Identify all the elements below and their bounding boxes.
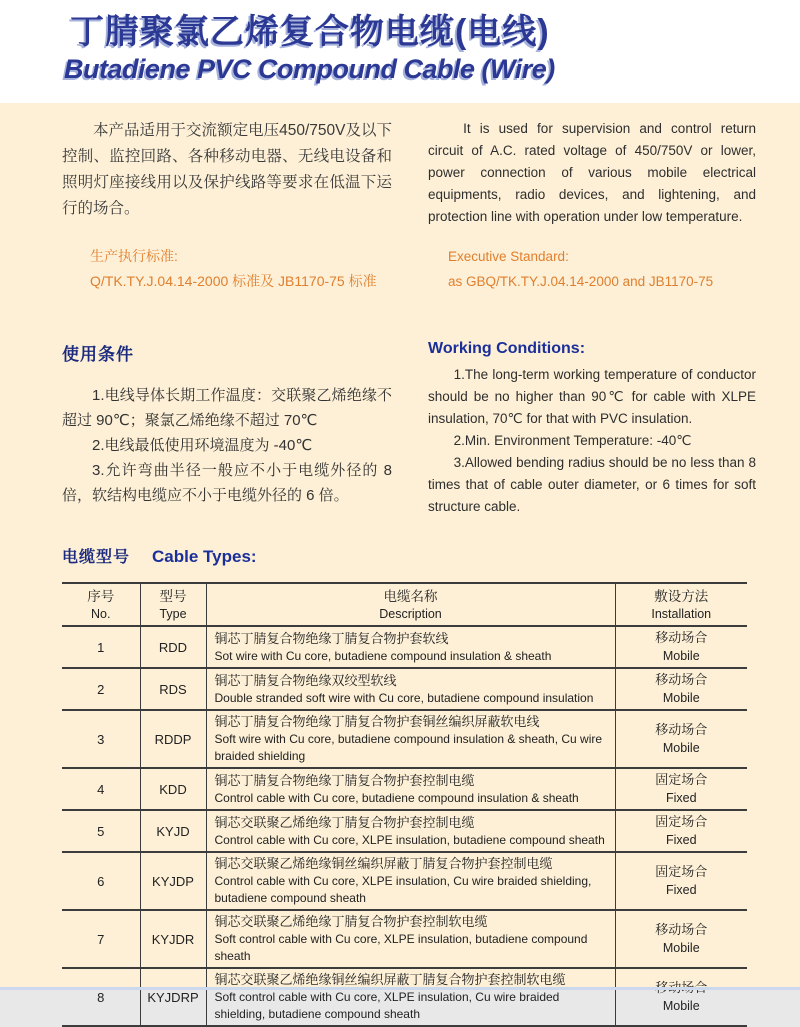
table-header-row bbox=[62, 583, 747, 626]
cell-installation: 移动场合 Mobile bbox=[615, 710, 747, 768]
cell-no: 7 bbox=[62, 910, 140, 968]
cell-no: 8 bbox=[62, 968, 140, 1026]
cell-description: 铜芯丁腈复合物绝缘丁腈复合物护套铜丝编织屏蔽软电线 Soft wire with Cu core, butadiene compound insulation & sheath, Cu wire braided shielding bbox=[206, 710, 615, 768]
cell-type: RDS bbox=[140, 668, 206, 710]
working-conditions-title-chinese: 使用条件 bbox=[62, 345, 134, 364]
working-conditions-list-english bbox=[428, 364, 756, 518]
condition-item: 1.电线导体长期工作温度：交联聚乙烯绝缘不超过 90℃；聚氯乙烯绝缘不超过 70℃ bbox=[62, 387, 392, 429]
page-content bbox=[0, 118, 800, 1027]
bottom-divider bbox=[0, 987, 800, 990]
cell-installation: 固定场合 Fixed bbox=[615, 768, 747, 810]
condition-item: 3.允许弯曲半径一般应不小于电缆外径的 8 倍，软结构电缆应不小于电缆外径的 6 倍。 bbox=[62, 462, 392, 504]
cell-installation: Mobile bbox=[615, 968, 747, 1026]
table-row bbox=[62, 810, 747, 852]
intro-paragraph-english: It is used for supervision and control return circuit of A.C. rated voltage of 450/750V or lower, power connection of various mobile electrical equipments, radio devices, and lightening, and protection line with operation under low temperature. bbox=[428, 121, 756, 224]
cell-no: 5 bbox=[62, 810, 140, 852]
cell-installation: 固定场合 Fixed bbox=[615, 810, 747, 852]
cell-type: KYJDRP bbox=[140, 968, 206, 1026]
page-header bbox=[0, 0, 800, 103]
working-conditions-section bbox=[62, 340, 756, 518]
cell-type: KYJD bbox=[140, 810, 206, 852]
cell-description: 铜芯丁腈复合物绝缘丁腈复合物护套软线 Sot wire with Cu core, butadiene compound insulation & sheath bbox=[206, 626, 615, 668]
table-row bbox=[62, 668, 747, 710]
cell-installation: 移动场合 Mobile bbox=[615, 668, 747, 710]
intro-section bbox=[62, 118, 756, 228]
condition-item: 2.电线最低使用环境温度为 -40℃ bbox=[92, 437, 313, 454]
table-row bbox=[62, 710, 747, 768]
table-row bbox=[62, 968, 747, 1026]
cell-description: 铜芯丁腈复合物绝缘双绞型软线 Double stranded soft wire with Cu core, butadiene compound insulation bbox=[206, 668, 615, 710]
column-header-type: 型号 Type bbox=[140, 583, 206, 626]
cable-types-heading-english: Cable Types: bbox=[152, 547, 257, 566]
cell-installation: 移动场合 Mobile bbox=[615, 910, 747, 968]
condition-item: 1.The long-term working temperature of conductor should be no higher than 90℃ for cable with XLPE insulation, 70℃ for that with PVC insulation. bbox=[428, 367, 756, 426]
standard-label-chinese: 生产执行标准: bbox=[90, 248, 178, 264]
standards-section bbox=[62, 244, 756, 294]
column-header-installation: 敷设方法 Installation bbox=[615, 583, 747, 626]
page-title-chinese: 丁腈聚氯乙烯复合物电缆(电线) bbox=[70, 13, 550, 51]
standard-chinese bbox=[62, 244, 392, 294]
table-row bbox=[62, 768, 747, 810]
cell-type: RDDP bbox=[140, 710, 206, 768]
cell-no: 3 bbox=[62, 710, 140, 768]
column-header-no: 序号 No. bbox=[62, 583, 140, 626]
cell-no: 2 bbox=[62, 668, 140, 710]
condition-item: 2.Min. Environment Temperature: -40℃ bbox=[453, 433, 692, 448]
page-title-english: Butadiene PVC Compound Cable (Wire) bbox=[64, 54, 555, 85]
working-conditions-list-chinese bbox=[62, 383, 392, 508]
cell-description: 铜芯交联聚乙烯绝缘丁腈复合物护套控制软电缆 Soft control cable with Cu core, XLPE insulation, butadiene compound sheath bbox=[206, 910, 615, 968]
working-conditions-chinese bbox=[62, 340, 392, 518]
cell-installation: 移动场合 Mobile bbox=[615, 626, 747, 668]
table-row bbox=[62, 852, 747, 910]
cell-no: 6 bbox=[62, 852, 140, 910]
cell-no: 1 bbox=[62, 626, 140, 668]
cell-type: RDD bbox=[140, 626, 206, 668]
standard-value-english: as GBQ/TK.TY.J.04.14-2000 and JB1170-75 bbox=[448, 274, 714, 289]
standard-value-chinese: Q/TK.TY.J.04.14-2000 标准及 JB1170-75 标准 bbox=[90, 273, 377, 289]
cell-description: 铜芯丁腈复合物绝缘丁腈复合物护套控制电缆 Control cable with Cu core, butadiene compound insulation & sheath bbox=[206, 768, 615, 810]
condition-item: 3.Allowed bending radius should be no less than 8 times that of cable outer diameter, or 6 times for soft structure cable. bbox=[428, 455, 756, 514]
cell-type: KYJDP bbox=[140, 852, 206, 910]
cell-type: KYJDR bbox=[140, 910, 206, 968]
working-conditions-title-english: Working Conditions: bbox=[428, 340, 586, 357]
cell-installation: 固定场合 Fixed bbox=[615, 852, 747, 910]
cell-no: 4 bbox=[62, 768, 140, 810]
cell-description: 铜芯交联聚乙烯绝缘铜丝编织屏蔽丁腈复合物护套控制软电缆 Soft control cable with Cu core, XLPE insulation, Cu wire braided shielding, butadiene compound sheath bbox=[206, 968, 615, 1026]
cell-description: 铜芯交联聚乙烯绝缘丁腈复合物护套控制电缆 Control cable with Cu core, XLPE insulation, butadiene compound sheath bbox=[206, 810, 615, 852]
table-row bbox=[62, 626, 747, 668]
cell-type: KDD bbox=[140, 768, 206, 810]
cable-types-heading-chinese: 电缆型号 bbox=[62, 549, 131, 566]
standard-english bbox=[428, 244, 756, 294]
cable-types-table bbox=[62, 582, 747, 1027]
column-header-description: 电缆名称 Description bbox=[206, 583, 615, 626]
intro-paragraph-chinese: 本产品适用于交流额定电压450/750V及以下控制、监控回路、各种移动电器、无线电设备和照明灯座接线用以及保护线路等要求在低温下运行的场合。 bbox=[62, 122, 392, 217]
working-conditions-english bbox=[428, 340, 756, 518]
cell-description: 铜芯交联聚乙烯绝缘铜丝编织屏蔽丁腈复合物护套控制电缆 Control cable with Cu core, XLPE insulation, Cu wire braided shielding, butadiene compound sheath bbox=[206, 852, 615, 910]
table-row bbox=[62, 910, 747, 968]
cable-types-heading bbox=[62, 544, 756, 567]
standard-label-english: Executive Standard: bbox=[448, 249, 569, 264]
